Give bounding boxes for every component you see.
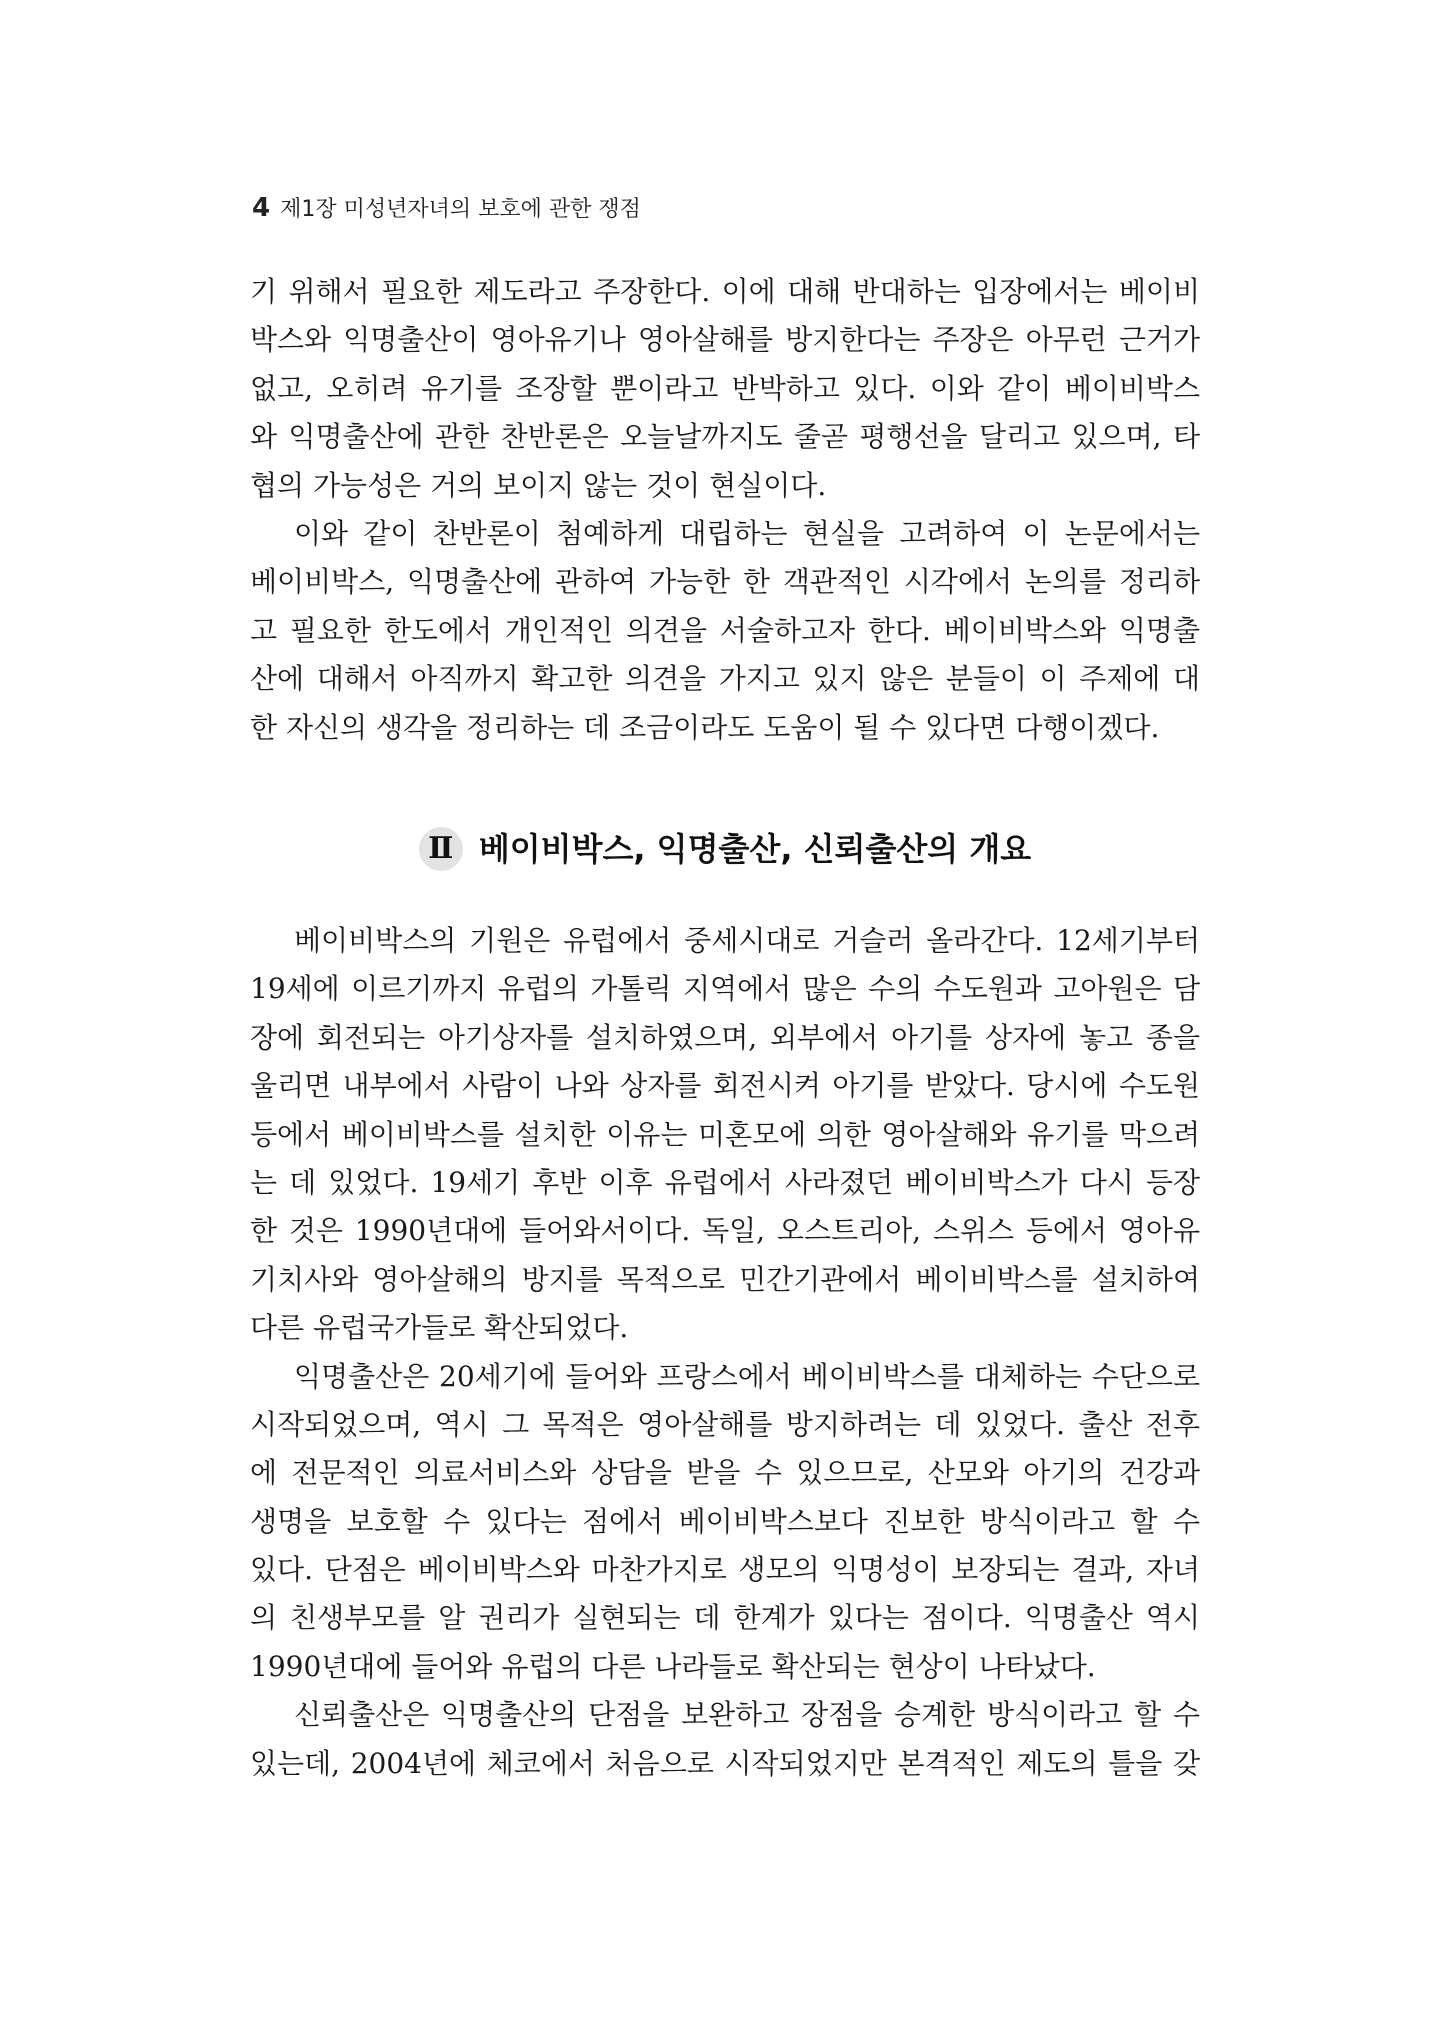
text-line: 에 전문적인 의료서비스와 상담을 받을 수 있으므로, 산모와 아기의 건강과 [250, 1456, 1200, 1490]
text-line: 장에 회전되는 아기상자를 설치하였으며, 외부에서 아기를 상자에 놓고 종을 [250, 1020, 1200, 1054]
text-line: 19세에 이르기까지 유럽의 가톨릭 지역에서 많은 수의 수도원과 고아원은 담 [250, 972, 1200, 1006]
text-line: 없고, 오히려 유기를 조장할 뿐이라고 반박하고 있다. 이와 같이 베이비박스 [250, 371, 1200, 405]
text-line: 베이비박스의 기원은 유럽에서 중세시대로 거슬러 올라간다. 12세기부터 [294, 924, 1200, 957]
text-line: 다른 유럽국가들로 확산되었다. [250, 1311, 629, 1345]
text-line: 익명출산은 20세기에 들어와 프랑스에서 베이비박스를 대체하는 수단으로 [294, 1359, 1200, 1393]
text-line: 기치사와 영아살해의 방지를 목적으로 민간기관에서 베이비박스를 설치하여 [250, 1262, 1200, 1296]
text-line: 산에 대해서 아직까지 확고한 의견을 가지고 있지 않은 분들이 이 주제에 대 [250, 662, 1200, 696]
text-line: 한 것은 1990년대에 들어와서이다. 독일, 오스트리아, 스위스 등에서 영아유 [250, 1214, 1200, 1248]
text-line: 기 위해서 필요한 제도라고 주장한다. 이에 대해 반대하는 입장에서는 베이비 [250, 275, 1200, 308]
text-line: 와 익명출산에 관한 찬반론은 오늘날까지도 줄곧 평행선을 달리고 있으며, 타 [250, 420, 1200, 454]
body-text-block-b [250, 917, 1200, 1788]
running-title: 제1장 미성년자녀의 보호에 관한 쟁점 [280, 197, 641, 222]
running-header [252, 194, 641, 224]
text-line: 는 데 있었다. 19세기 후반 이후 유럽에서 사라졌던 베이비박스가 다시 등장 [250, 1165, 1200, 1199]
section-heading [0, 825, 1450, 871]
page-number: 4 [252, 193, 271, 223]
text-line: 있는데, 2004년에 체코에서 처음으로 시작되었지만 본격적인 제도의 틀을 갖 [250, 1746, 1200, 1780]
section-numeral: Ⅱ [419, 827, 463, 871]
text-line: 등에서 베이비박스를 설치한 이유는 미혼모에 의한 영아살해와 유기를 막으려 [250, 1117, 1200, 1151]
body-text-block-a [250, 268, 1200, 752]
text-line: 울리면 내부에서 사람이 나와 상자를 회전시켜 아기를 받았다. 당시에 수도원 [250, 1069, 1200, 1103]
text-line: 신뢰출산은 익명출산의 단점을 보완하고 장점을 승계한 방식이라고 할 수 [294, 1698, 1200, 1732]
text-line: 협의 가능성은 거의 보이지 않는 것이 현실이다. [250, 468, 827, 502]
text-line: 한 자신의 생각을 정리하는 데 조금이라도 도움이 될 수 있다면 다행이겠다. [250, 710, 1160, 744]
section-title: 베이비박스, 익명출산, 신뢰출산의 개요 [478, 830, 1032, 868]
text-line: 1990년대에 들어와 유럽의 다른 나라들로 확산되는 현상이 나타났다. [250, 1649, 1096, 1683]
text-line: 박스와 익명출산이 영아유기나 영아살해를 방지한다는 주장은 아무런 근거가 [250, 323, 1200, 357]
text-line: 베이비박스, 익명출산에 관하여 가능한 한 객관적인 시각에서 논의를 정리하 [250, 565, 1200, 599]
text-line: 있다. 단점은 베이비박스와 마찬가지로 생모의 익명성이 보장되는 결과, 자녀 [250, 1553, 1200, 1587]
text-line: 이와 같이 찬반론이 첨예하게 대립하는 현실을 고려하여 이 논문에서는 [294, 516, 1200, 550]
text-line: 시작되었으며, 역시 그 목적은 영아살해를 방지하려는 데 있었다. 출산 전후 [250, 1407, 1200, 1441]
text-line: 고 필요한 한도에서 개인적인 의견을 서술하고자 한다. 베이비박스와 익명출 [250, 613, 1200, 647]
text-line: 의 친생부모를 알 권리가 실현되는 데 한계가 있다는 점이다. 익명출산 역시 [250, 1601, 1200, 1635]
text-line: 생명을 보호할 수 있다는 점에서 베이비박스보다 진보한 방식이라고 할 수 [250, 1504, 1200, 1538]
